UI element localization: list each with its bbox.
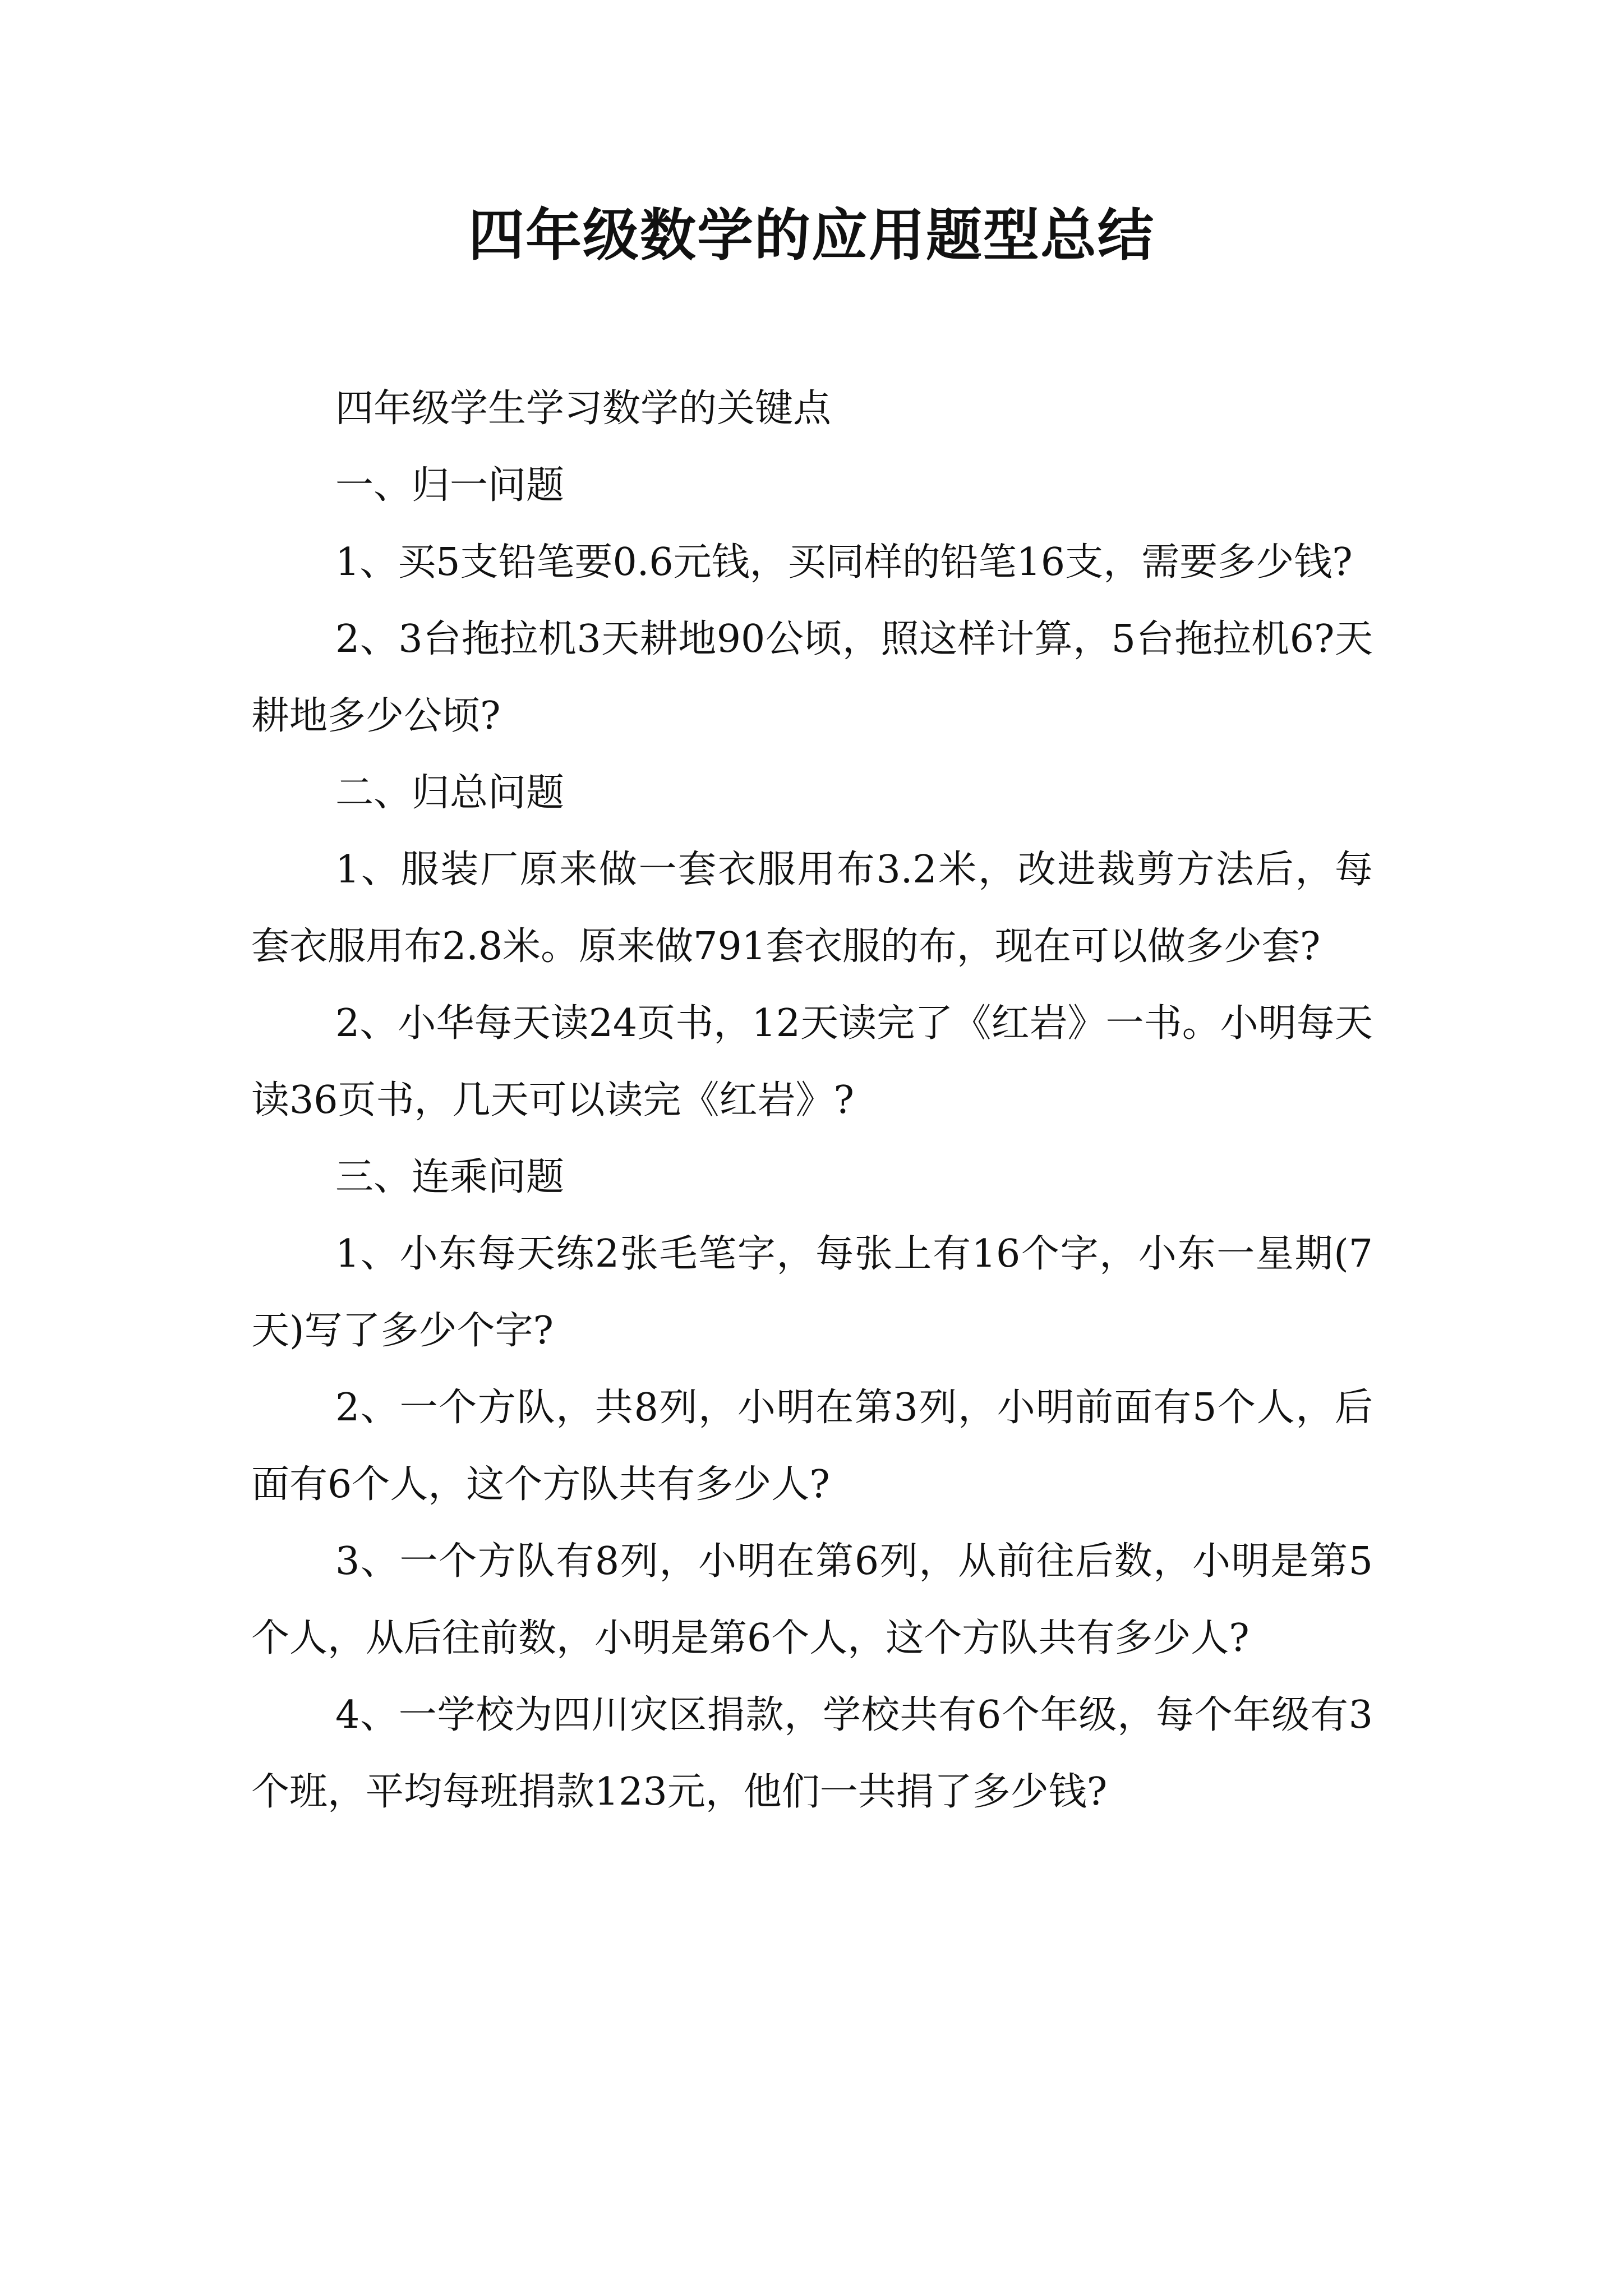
document-body bbox=[251, 370, 1373, 1830]
section-heading-3: 三、连乘问题 bbox=[335, 1155, 565, 1199]
intro-paragraph: 四年级学生学习数学的关键点 bbox=[335, 386, 832, 431]
question-paragraph: 1、服装厂原来做一套衣服用布3.2米，改进裁剪方法后，每套衣服用布2.8米。原来做791套衣服的布，现在可以做多少套? bbox=[251, 848, 1373, 969]
question-paragraph: 2、小华每天读24页书，12天读完了《红岩》一书。小明每天读36页书，几天可以读完《红岩》? bbox=[251, 1001, 1373, 1122]
section-heading-2: 二、归总问题 bbox=[335, 771, 565, 815]
question-paragraph: 3、一个方队有8列，小明在第6列，从前往后数，小明是第5个人，从后往前数，小明是第6个人，这个方队共有多少人? bbox=[251, 1539, 1373, 1660]
question-paragraph: 1、小东每天练2张毛笔字，每张上有16个字，小东一星期(7天)写了多少个字? bbox=[251, 1232, 1373, 1353]
question-paragraph: 2、一个方队，共8列，小明在第3列，小明前面有5个人，后面有6个人，这个方队共有多少人? bbox=[251, 1386, 1373, 1507]
question-paragraph: 2、3台拖拉机3天耕地90公顷，照这样计算，5台拖拉机6?天耕地多少公顷? bbox=[251, 617, 1373, 738]
question-paragraph: 4、一学校为四川灾区捐款，学校共有6个年级，每个年级有3个班，平均每班捐款123元，他们一共捐了多少钱? bbox=[251, 1693, 1373, 1814]
section-heading-1: 一、归一问题 bbox=[335, 463, 565, 508]
document-title: 四年级数学的应用题型总结 bbox=[468, 203, 1155, 268]
question-paragraph: 1、买5支铅笔要0.6元钱，买同样的铅笔16支，需要多少钱? bbox=[335, 540, 1353, 585]
